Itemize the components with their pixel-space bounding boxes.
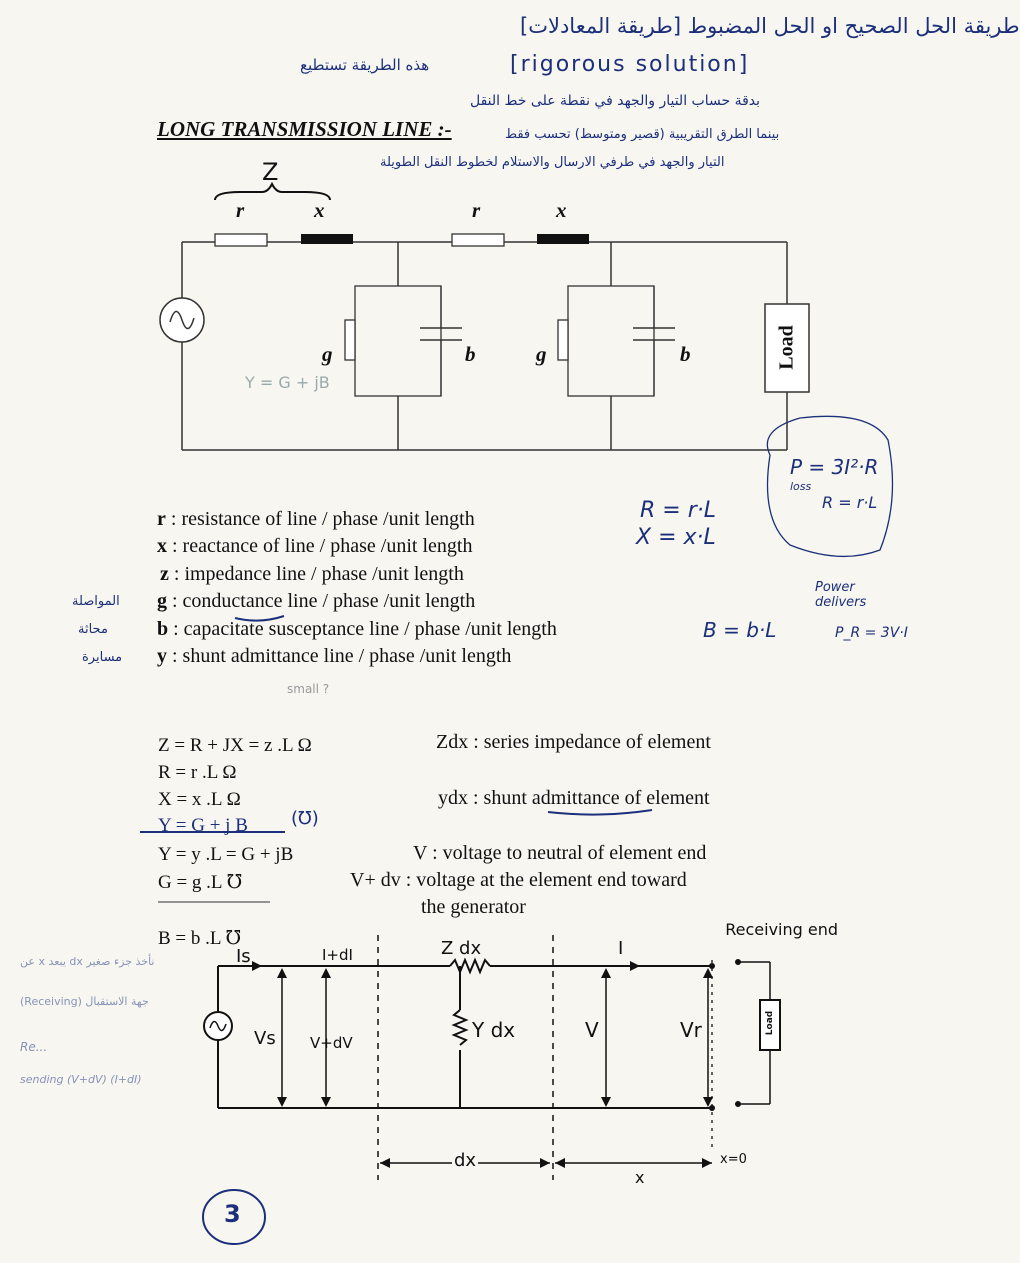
eq-G: G = g .L ℧ <box>158 872 243 893</box>
desc-V: V : voltage to neutral of element end <box>413 842 707 864</box>
c2-Vr: Vr <box>680 1018 702 1042</box>
shunt-box-2 <box>568 286 654 396</box>
series-impedance-zdx <box>450 960 490 972</box>
page-title: LONG TRANSMISSION LINE :- <box>157 117 452 141</box>
conductance-g2 <box>558 320 568 360</box>
power-loss-note: P = 3I²·R <box>790 455 879 479</box>
small-note: small ? <box>287 682 330 696</box>
eq-Y-GjB: Y = G + j B <box>158 815 248 836</box>
reactor-x1 <box>301 234 353 244</box>
c2-dx: dx <box>454 1150 477 1171</box>
label-r2: r <box>472 198 481 222</box>
def-b-arabic-note: محاثة <box>78 622 108 637</box>
c2-x0: x=0 <box>720 1152 747 1167</box>
power-delivers-note: Power delivers <box>815 580 867 610</box>
resistor-r1 <box>215 234 267 246</box>
eq-Z: Z = R + JX = z .L Ω <box>158 735 312 756</box>
mho-note: (℧) <box>291 808 319 829</box>
label-g2: g <box>536 342 547 366</box>
arabic-note-2: بينما الطرق التقريبية (قصير ومتوسط) تحسب فقط <box>505 127 780 142</box>
shunt-admittance-ydx <box>454 1010 466 1045</box>
eq-X: X = x .L Ω <box>158 789 241 810</box>
rigorous-solution-label: [rigorous solution] <box>510 52 750 77</box>
def-y-arabic-note: مسايرة <box>82 650 123 665</box>
def-x: x : reactance of line / phase /unit length <box>157 535 473 557</box>
c2-left-note-2: جهة الاستقبال (Receiving) <box>20 995 149 1008</box>
reactor-x2 <box>537 234 589 244</box>
faint-admittance-note: Y = G + jB <box>245 373 330 392</box>
c2-Zdx: Z dx <box>441 938 482 959</box>
c2-I-dI: I+dI <box>322 946 353 964</box>
arabic-title-line1: طريقة الحل الصحيح او الحل المضبوط [طريقة المعادلات] <box>520 14 1020 38</box>
eq-B: B = b .L ℧ <box>158 928 242 949</box>
c2-Is: Is <box>236 946 251 967</box>
c2-I: I <box>618 938 624 959</box>
c2-receiving-end: Receiving end <box>725 920 838 939</box>
z-brace-label: Z <box>262 158 279 186</box>
loss-note: loss <box>790 480 812 493</box>
c2-V: V <box>585 1018 599 1042</box>
desc-ydx: ydx : shunt admittance of element <box>438 787 710 809</box>
hand-B-eq: B = b·L <box>703 618 777 642</box>
eq-Y-yL: Y = y .L = G + jB <box>158 844 294 865</box>
load-label: Load <box>775 325 798 370</box>
c2-Vs: Vs <box>254 1028 276 1049</box>
label-g1: g <box>322 342 333 366</box>
label-b1: b <box>465 342 476 366</box>
c2-left-note-3: Re... <box>20 1040 48 1054</box>
desc-zdx: Zdx : series impedance of element <box>436 731 711 753</box>
hand-X-eq: X = x·L <box>636 525 716 550</box>
desc-generator: the generator <box>421 896 526 918</box>
z-brace <box>215 184 330 200</box>
c2-left-note-4: sending (V+dV) (I+dI) <box>20 1073 142 1086</box>
label-x2: x <box>556 198 567 222</box>
def-y: y : shunt admittance line / phase /unit length <box>157 645 512 667</box>
def-g: g : conductance line / phase /unit length <box>157 590 476 612</box>
arabic-note-3: التيار والجهد في طرفي الارسال والاستلام لخطوط النقل الطويلة <box>380 155 725 170</box>
c2-left-note-1: نأخذ جزء صغير dx يبعد x عن <box>20 955 155 968</box>
arabic-note-1: بدقة حساب التيار والجهد في نقطة على خط النقل <box>470 93 761 109</box>
c2-Ydx: Y dx <box>472 1018 516 1042</box>
eq-R: R = r .L Ω <box>158 762 237 783</box>
label-x1: x <box>314 198 325 222</box>
c2-V-dV: V+dV <box>310 1034 353 1052</box>
def-g-arabic-note: المواصلة <box>72 594 120 609</box>
desc-Vdv: V+ dv : voltage at the element end toward <box>350 869 687 891</box>
def-b: b : capacitate susceptance line / phase /unit length <box>157 618 557 640</box>
conductance-g1 <box>345 320 355 360</box>
hand-R-eq: R = r·L <box>640 498 717 523</box>
def-z: z : impedance line / phase /unit length <box>160 563 464 585</box>
page-number: 3 <box>224 1200 241 1228</box>
shunt-box-1 <box>355 286 441 396</box>
c2-x: x <box>635 1168 645 1187</box>
c2-load-label: Load <box>765 1010 775 1036</box>
resistor-r2 <box>452 234 504 246</box>
r-eq-note: R = r·L <box>822 493 878 512</box>
arabic-title-line2: هذه الطريقة تستطيع <box>300 56 430 74</box>
label-b2: b <box>680 342 691 366</box>
label-r1: r <box>236 198 245 222</box>
pr-note: P_R = 3V·I <box>835 625 908 641</box>
def-r: r : resistance of line / phase /unit length <box>157 508 475 530</box>
